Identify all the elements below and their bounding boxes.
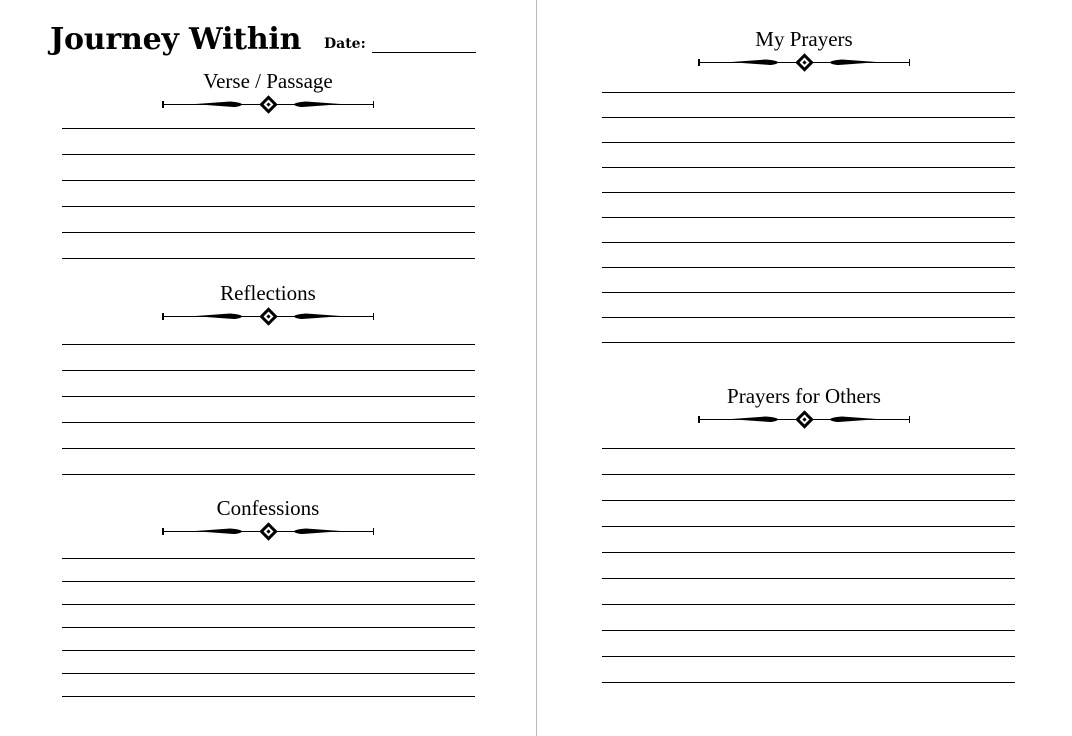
section-verse-passage — [0, 70, 536, 111]
write-line[interactable] — [62, 448, 475, 449]
date-label: Date: — [324, 36, 366, 52]
fleuron-divider-ornament — [162, 97, 374, 111]
write-line[interactable] — [602, 267, 1015, 268]
write-line[interactable] — [602, 117, 1015, 118]
write-line[interactable] — [62, 206, 475, 207]
fleuron-divider-ornament — [162, 309, 374, 323]
write-line[interactable] — [602, 317, 1015, 318]
section-heading-prayers-for-others: Prayers for Others — [727, 384, 881, 408]
write-line[interactable] — [62, 180, 475, 181]
date-write-line[interactable] — [372, 52, 476, 53]
writing-lines-my-prayers[interactable] — [602, 92, 1015, 343]
write-line[interactable] — [602, 292, 1015, 293]
section-heading-reflections: Reflections — [220, 281, 316, 305]
write-line[interactable] — [602, 474, 1015, 475]
write-line[interactable] — [602, 682, 1015, 683]
write-line[interactable] — [602, 604, 1015, 605]
write-line[interactable] — [602, 656, 1015, 657]
write-line[interactable] — [602, 192, 1015, 193]
writing-lines-reflections[interactable] — [62, 344, 475, 475]
write-line[interactable] — [62, 604, 475, 605]
write-line[interactable] — [602, 552, 1015, 553]
section-reflections — [0, 282, 536, 323]
write-line[interactable] — [602, 217, 1015, 218]
write-line[interactable] — [602, 578, 1015, 579]
writing-lines-confessions[interactable] — [62, 558, 475, 697]
write-line[interactable] — [62, 232, 475, 233]
write-line[interactable] — [602, 448, 1015, 449]
write-line[interactable] — [602, 630, 1015, 631]
write-line[interactable] — [62, 154, 475, 155]
write-line[interactable] — [62, 650, 475, 651]
write-line[interactable] — [602, 167, 1015, 168]
page-title: Journey Within — [50, 22, 302, 57]
write-line[interactable] — [62, 474, 475, 475]
write-line[interactable] — [602, 242, 1015, 243]
date-field[interactable] — [324, 37, 476, 53]
write-line[interactable] — [602, 342, 1015, 343]
section-heading-confessions: Confessions — [216, 496, 320, 520]
write-line[interactable] — [62, 258, 475, 259]
fleuron-divider-ornament — [162, 524, 374, 538]
write-line[interactable] — [602, 142, 1015, 143]
write-line[interactable] — [62, 558, 475, 559]
right-page — [536, 0, 1072, 736]
section-prayers-for-others — [536, 385, 1072, 426]
section-heading-my-prayers: My Prayers — [755, 27, 853, 51]
write-line[interactable] — [602, 500, 1015, 501]
writing-lines-verse-passage[interactable] — [62, 128, 475, 259]
write-line[interactable] — [62, 344, 475, 345]
write-line[interactable] — [602, 92, 1015, 93]
write-line[interactable] — [62, 396, 475, 397]
write-line[interactable] — [62, 370, 475, 371]
fleuron-divider-ornament — [698, 55, 910, 69]
write-line[interactable] — [62, 627, 475, 628]
write-line[interactable] — [62, 128, 475, 129]
section-my-prayers — [536, 28, 1072, 69]
write-line[interactable] — [62, 673, 475, 674]
write-line[interactable] — [62, 696, 475, 697]
section-heading-verse-passage: Verse / Passage — [203, 69, 333, 93]
writing-lines-prayers-for-others[interactable] — [602, 448, 1015, 683]
write-line[interactable] — [602, 526, 1015, 527]
write-line[interactable] — [62, 581, 475, 582]
fleuron-divider-ornament — [698, 412, 910, 426]
section-confessions — [0, 497, 536, 538]
write-line[interactable] — [62, 422, 475, 423]
